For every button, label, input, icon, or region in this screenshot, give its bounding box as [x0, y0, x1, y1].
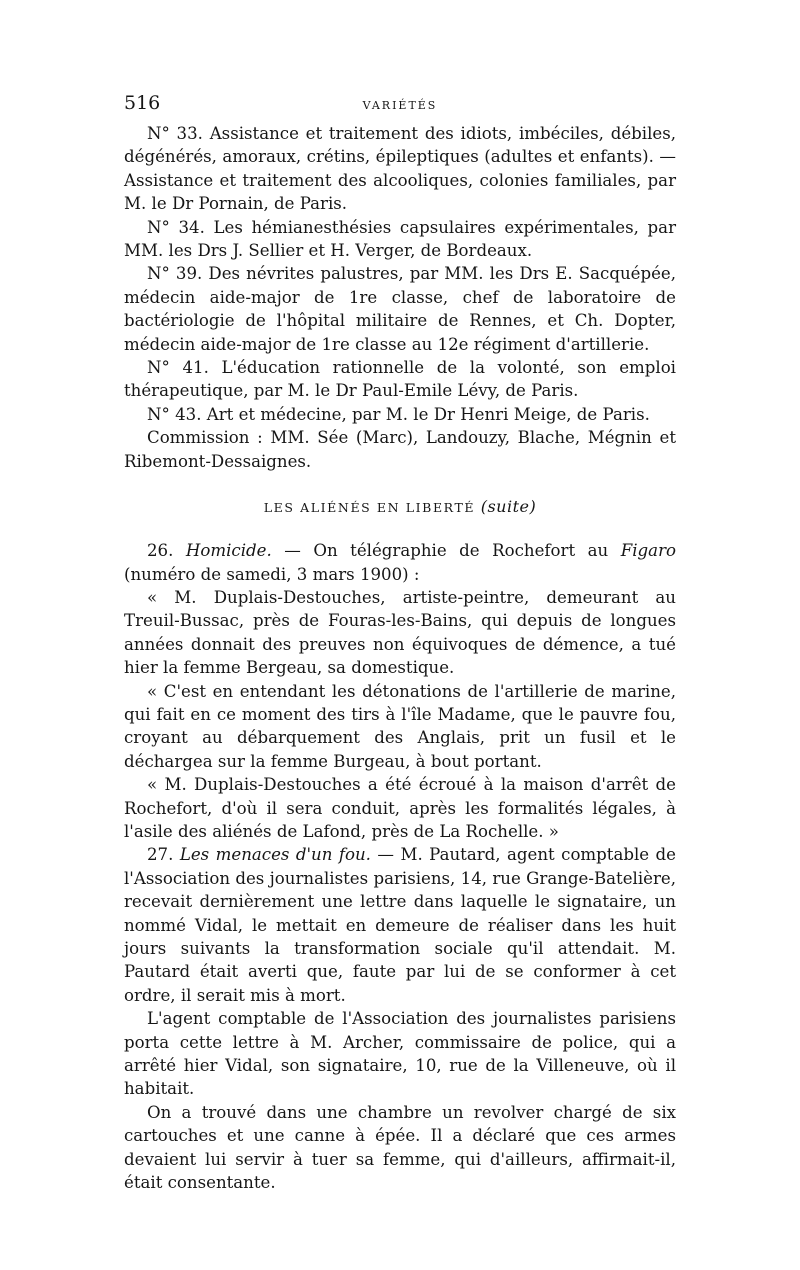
item-26-intro — [124, 539, 676, 586]
page-number: 516 — [124, 92, 161, 114]
list-item-34: N° 34. Les hémianesthésies capsulaires expérimentales, par MM. les Drs J. Sellier et H. Verger, de Bordeaux. — [124, 217, 676, 261]
item-27-text: — M. Pautard, agent comptable de l'Association des journalistes parisiens, 14, rue Grange-Batelière, recevait dernièrement une lettre dans laquelle le signataire, un nommé Vidal, le mettait en demeure de réaliser dans les huit jours suivants la transformation sociale qu'il attendait. M. Pautard était averti que, faute par lui de se conformer à cet ordre, il serait mis à mort. — [124, 845, 676, 1005]
item-26-quote-1: « M. Duplais-Destouches, artiste-peintre, demeurant au Treuil-Bussac, près de Fouras-les-Bains, qui depuis de longues années donnait des preuves non équivoques de démence, a tué hier la femme Bergeau, sa domestique. — [124, 587, 676, 678]
section-title — [124, 497, 676, 516]
item-27-title: Les menaces d'un fou. — [179, 845, 371, 865]
item-26-lead: — On télégraphie de Rochefort au — [271, 541, 621, 561]
item-27-paragraph-1: L'agent comptable de l'Association des journalistes parisiens porta cette lettre à M. Archer, commissaire de police, qui a arrêté hier Vidal, son signataire, 10, rue de la Villeneuve, où il habitait. — [124, 1009, 676, 1099]
item-27-intro — [124, 843, 676, 1007]
item-27-paragraph-2: On a trouvé dans une chambre un revolver chargé de six cartouches et une canne à épée. Il a déclaré que ces armes devaient lui servir à tuer sa femme, qui d'ailleurs, affirmait-il, était consentante. — [124, 1102, 676, 1193]
item-26-quote-2: « C'est en entendant les détonations de l'artillerie de marine, qui fait en ce moment des tirs à l'île Madame, que le pauvre fou, croyant au débarquement des Anglais, prit un fusil et le déchargea sur la femme Burgeau, à bout portant. — [124, 681, 676, 771]
running-head: VARIÉTÉS — [362, 99, 438, 112]
list-item-41: N° 41. L'éducation rationnelle de la volonté, son emploi thérapeutique, par M. le Dr Paul-Emile Lévy, de Paris. — [124, 358, 676, 401]
item-26-quote-3: « M. Duplais-Destouches a été écroué à la maison d'arrêt de Rochefort, d'où il sera conduit, après les formalités légales, à l'asile des aliénés de Lafond, près de La Rochelle. » — [124, 775, 676, 841]
item-26-number: 26. — [147, 541, 174, 561]
commission-paragraph: Commission : MM. Sée (Marc), Landouzy, Blache, Mégnin et Ribemont-Dessaignes. — [124, 428, 676, 471]
list-item-33: N° 33. Assistance et traitement des idiots, imbéciles, débiles, dégénérés, amoraux, crétins, épileptiques (adultes et enfants). — Assistance et traitement des alcooliques, colonies familiales, par M. le Dr Pornain, de Paris. — [124, 124, 676, 214]
item-27-number: 27. — [147, 845, 174, 865]
page-header — [124, 92, 676, 122]
section-title-suffix: (suite) — [480, 497, 537, 517]
section-title-text: LES ALIÉNÉS EN LIBERTÉ — [263, 500, 476, 516]
item-26-title: Homicide. — [185, 541, 272, 561]
item-26-journal: Figaro — [620, 541, 676, 561]
list-item-39: N° 39. Des névrites palustres, par MM. les Drs E. Sacquépée, médecin aide-major de 1re classe, chef de laboratoire de bactériologie de l'hôpital militaire de Rennes, et Ch. Dopter, médecin aide-major de 1re classe au 12e régiment d'artillerie. — [124, 264, 676, 354]
item-26-rest: (numéro de samedi, 3 mars 1900) : — [124, 564, 420, 584]
list-item-43: N° 43. Art et médecine, par M. le Dr Henri Meige, de Paris. — [147, 404, 650, 424]
